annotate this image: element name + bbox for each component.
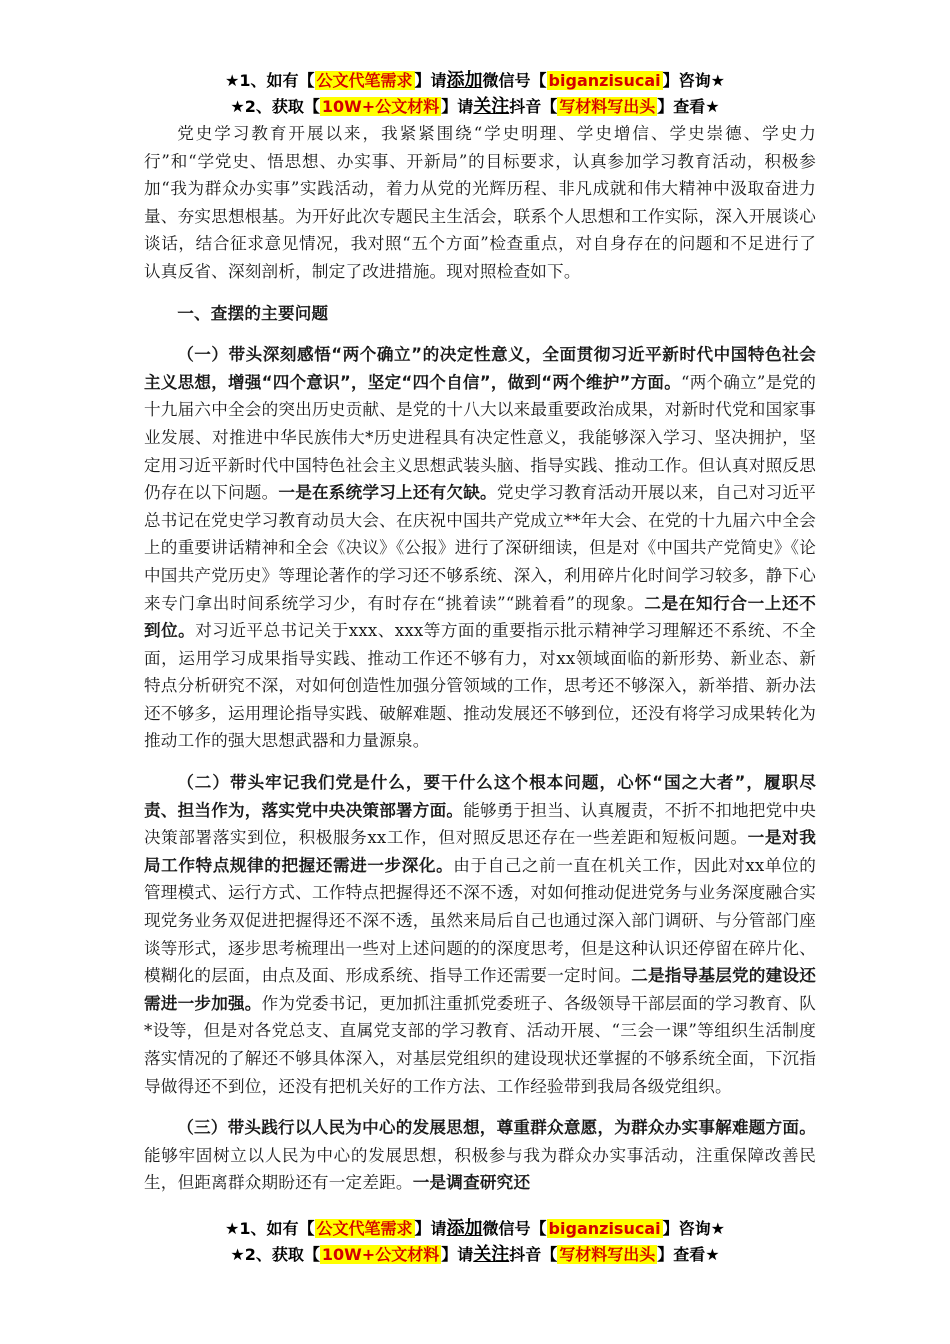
banner-text: 】咨询★ xyxy=(662,71,725,90)
banner-text: 】查看★ xyxy=(657,1245,720,1264)
section-title: 一、查摆的主要问题 xyxy=(177,303,329,323)
paragraph-text: 由于自己之前一直在机关工作，因此对xx单位的管理模式、运行方式、工作特点把握得还不深不透，对如何推动促进党务与业务深度融合实现党务业务双促进把握得还不深不透，虽然来局后自己也通过深入部门调研、与分管部门座谈等形式，逐步思考梳理出一些对上述问题的的深度思考，但是这种认识还停留在碎片化、模糊化的层面，由点及面、形成系统、指导工作还需要一定时间。 xyxy=(144,855,816,986)
banner-text: 微信号【 xyxy=(482,1219,547,1238)
banner-text: ★2、获取【 xyxy=(230,97,320,116)
banner-text: 】咨询★ xyxy=(662,1219,725,1238)
douyin-account: 写材料写出头 xyxy=(559,1245,656,1264)
section-heading xyxy=(144,300,816,328)
promo-banner-top-line1 xyxy=(0,68,950,93)
highlight-text: 公文代笔需求 xyxy=(316,71,413,90)
paragraph-2 xyxy=(144,769,816,1100)
wechat-id: biganzisucai xyxy=(548,1219,661,1238)
emphasis-text: 添加 xyxy=(446,1218,483,1239)
banner-text: ★1、如有【 xyxy=(225,71,315,90)
emphasis-text: 关注 xyxy=(473,96,510,117)
banner-text: 】请 xyxy=(414,71,447,90)
paragraph-text: 能够牢固树立以人民为中心的发展思想，积极参与我为群众办实事活动，注重保障改善民生，但距离群众期盼还有一定差距。 xyxy=(144,1145,816,1193)
paragraph-text: “两个确立”是党的十九届六中全会的突出历史贡献、是党的十八大以来最重要政治成果，对新时代党和国家事业发展、对推进中华民族伟大*历史进程具有决定性意义，我能够深入学习、坚决拥护，坚定用习近平新时代中国特色社会主义思想武装头脑、指导实践、推动工作。但认真对照反思仍存在以下问题。 xyxy=(144,372,816,503)
highlight-text: 10W+公文材料 xyxy=(321,1245,440,1264)
emphasis-text: 关注 xyxy=(473,1244,510,1265)
banner-text: 】请 xyxy=(441,97,474,116)
banner-text: 抖音【 xyxy=(509,97,558,116)
wechat-id: biganzisucai xyxy=(548,71,661,90)
intro-paragraph: 党史学习教育开展以来，我紧紧围绕“学史明理、学史增信、学史崇德、学史力行”和“学党史、悟思想、办实事、开新局”的目标要求，认真参加学习教育活动，积极参加“我为群众办实事”实践活动，着力从党的光辉历程、非凡成就和伟大精神中汲取奋进力量、夯实思想根基。为开好此次专题民主生活会，联系个人思想和工作实际，深入开展谈心谈话，结合征求意见情况，我对照“五个方面”检查重点，对自身存在的问题和不足进行了认真反省、深刻剖析，制定了改进措施。现对照检查如下。 xyxy=(144,124,816,281)
banner-text: 】请 xyxy=(441,1245,474,1264)
paragraph-heading: （二）带头牢记我们党是什么，要干什么这个根本问题，心怀“国之大者”，履职尽责、担当作为，落实党中央决策部署方面。 xyxy=(144,773,816,820)
highlight-text: 公文代笔需求 xyxy=(316,1219,413,1238)
banner-text: 】查看★ xyxy=(657,97,720,116)
paragraph-text: 党史学习教育活动开展以来，自己对习近平总书记在党史学习教育动员大会、在庆祝中国共产党成立**年大会、在党的十九届六中全会上的重要讲话精神和全会《决议》《公报》进行了深研细读，但是对《中国共产党简史》《论中国共产党历史》等理论著作的学习还不够系统、深入，利用碎片化时间学习较多，静下心来专门拿出时间系统学习少，有时存在“挑着读”“跳着看”的现象。 xyxy=(144,483,816,613)
promo-banner-top-line2 xyxy=(0,94,950,119)
emphasis-text: 添加 xyxy=(446,70,483,91)
banner-text: 微信号【 xyxy=(482,71,547,90)
paragraph-text: 作为党委书记，更加抓注重抓党委班子、各级领导干部层面的学习教育、队*设等，但是对各党总支、直属党支部的学习教育、活动开展、“三会一课”等组织生活制度落实情况的了解还不够具体深入，对基层党组织的建设现状还掌握的不够系统全面，下沉指导做得还不到位，还没有把机关好的工作方法、工作经验带到我局各级党组织。 xyxy=(144,993,816,1096)
paragraph-heading: （一）带头深刻感悟“两个确立”的决定性意义，全面贯彻习近平新时代中国特色社会主义思想，增强“四个意识”，坚定“四个自信”，做到“两个维护”方面。 xyxy=(144,345,816,392)
point-heading: 一是在系统学习上还有欠缺。 xyxy=(278,483,497,503)
point-heading: 一是对我局工作特点规律的把握还需进一步深化。 xyxy=(144,828,816,875)
point-heading: 二是指导基层党的建设还需进一步加强。 xyxy=(144,966,816,1013)
document-body xyxy=(144,120,816,1197)
paragraph-text: 对习近平总书记关于xxx、xxx等方面的重要指示批示精神学习理解还不系统、不全面，运用学习成果指导实践、推动工作还不够有力，对xx领域面临的新形势、新业态、新特点分析研究不深，对如何创造性加强分管领域的工作，思考还不够深入，新举措、新办法还不够多，运用理论指导实践、破解难题、推动发展还不够到位，还没有将学习成果转化为推动工作的强大思想武器和力量源泉。 xyxy=(144,621,816,751)
banner-text: 】请 xyxy=(414,1219,447,1238)
promo-banner-bottom-line2 xyxy=(0,1242,950,1267)
banner-text: ★2、获取【 xyxy=(230,1245,320,1264)
point-heading: 二是在知行合一上还不到位。 xyxy=(144,593,816,641)
douyin-account: 写材料写出头 xyxy=(559,97,656,116)
banner-text: 抖音【 xyxy=(509,1245,558,1264)
banner-text: ★1、如有【 xyxy=(225,1219,315,1238)
point-heading: 一是调查研究还 xyxy=(412,1173,531,1193)
promo-banner-bottom-line1 xyxy=(0,1216,950,1241)
highlight-text: 10W+公文材料 xyxy=(321,97,440,116)
paragraph-text: 能够勇于担当、认真履责，不折不扣地把党中央决策部署落实到位，积极服务xx工作，但对照反思还存在一些差距和短板问题。 xyxy=(144,800,816,848)
paragraph-3 xyxy=(144,1114,816,1197)
paragraph-heading: （三）带头践行以人民为中心的发展思想，尊重群众意愿，为群众办实事解难题方面。 xyxy=(177,1118,816,1138)
paragraph-1 xyxy=(144,341,816,755)
